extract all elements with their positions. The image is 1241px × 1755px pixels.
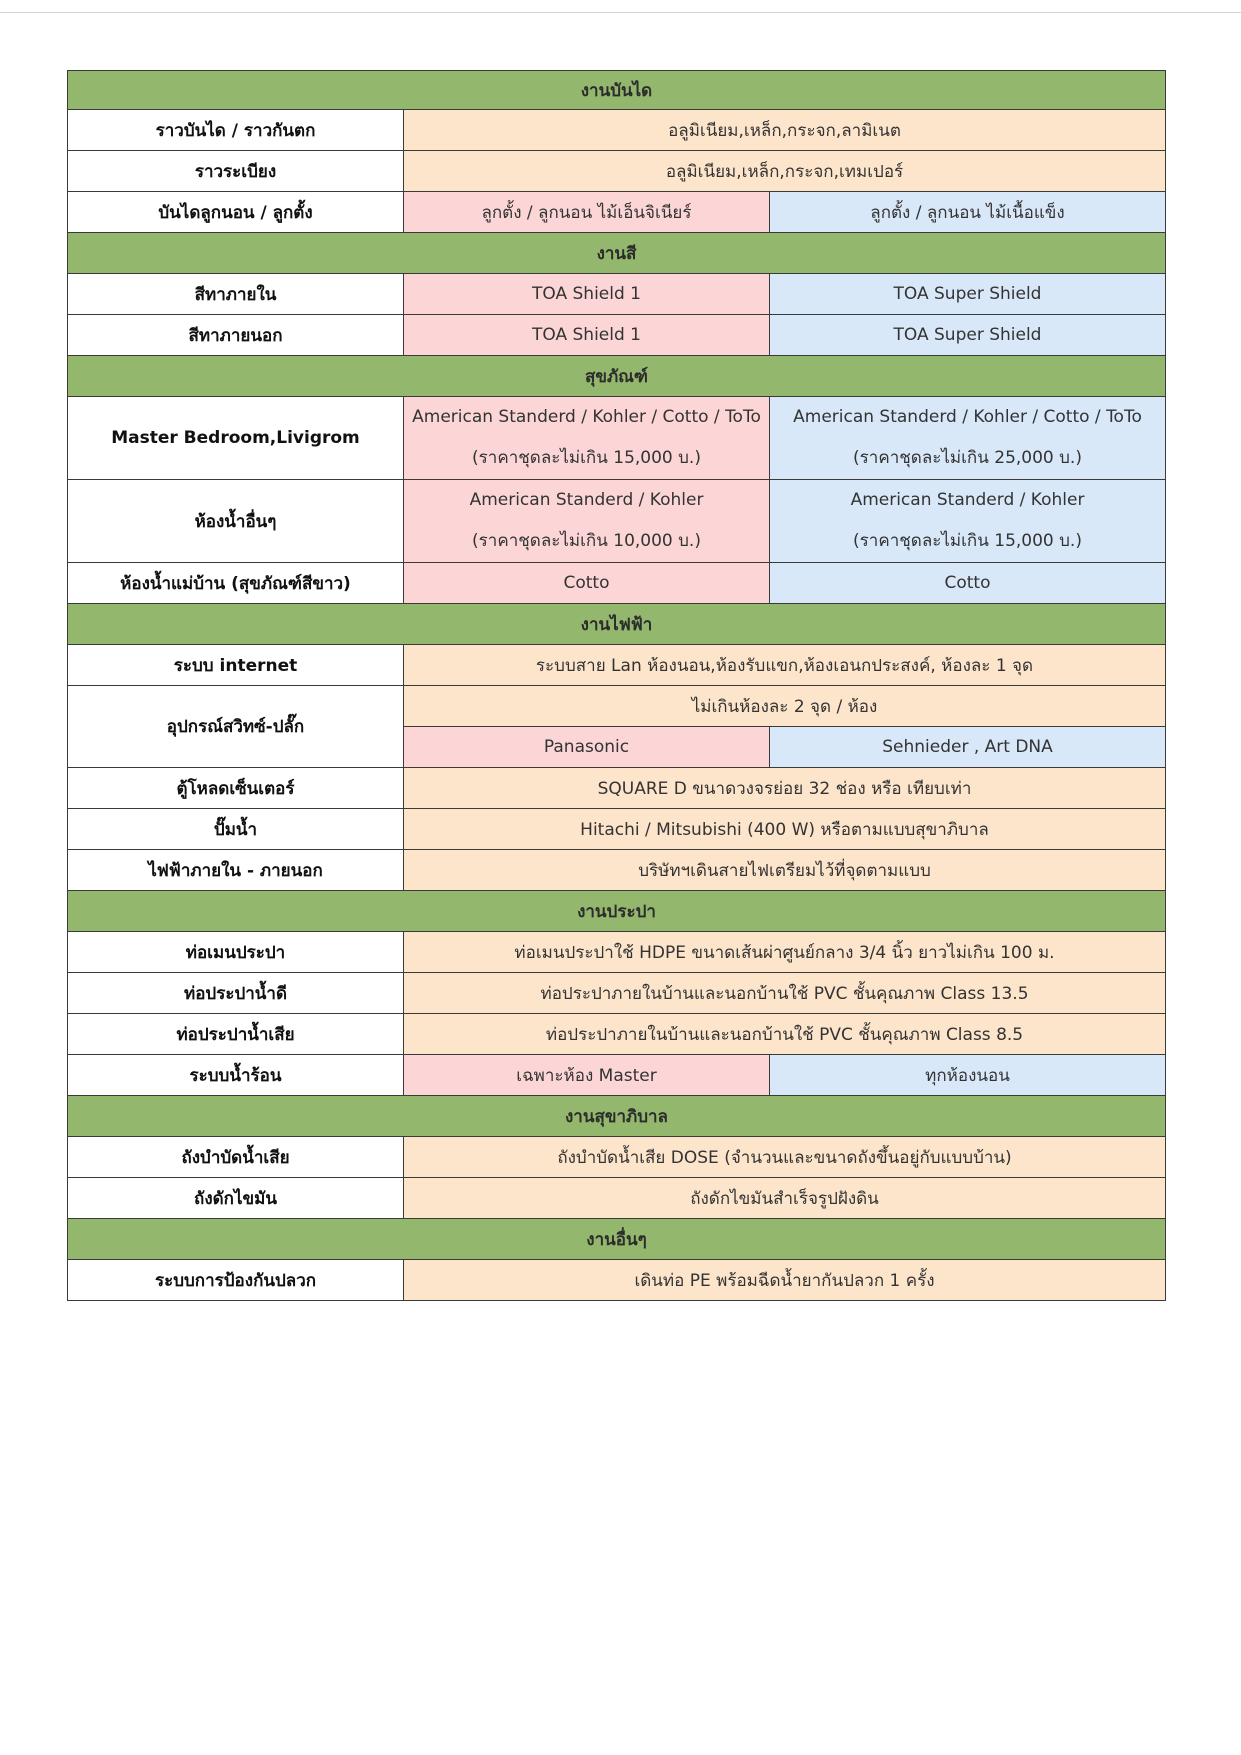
spec-option-b: ทุกห้องนอน <box>770 1055 1166 1096</box>
section-title: งานบันได <box>68 71 1166 110</box>
spec-value: ถังดักไขมันสำเร็จรูปฝังดิน <box>404 1178 1166 1219</box>
section-header-row <box>68 71 1166 110</box>
table-row <box>68 768 1166 809</box>
spec-option-a <box>404 397 770 480</box>
table-row <box>68 850 1166 891</box>
row-label: ท่อเมนประปา <box>68 932 404 973</box>
table-row <box>68 110 1166 151</box>
table-row <box>68 397 1166 480</box>
table-row <box>68 1137 1166 1178</box>
table-row <box>68 1260 1166 1301</box>
row-label: อุปกรณ์สวิทซ์-ปลั๊ก <box>68 686 404 768</box>
spec-value: ระบบสาย Lan ห้องนอน,ห้องรับแขก,ห้องเอนกประสงค์, ห้องละ 1 จุด <box>404 645 1166 686</box>
spec-option-a: Panasonic <box>404 727 770 768</box>
spec-value: ท่อประปาภายในบ้านและนอกบ้านใช้ PVC ชั้นคุณภาพ Class 13.5 <box>404 973 1166 1014</box>
spec-option-b <box>770 480 1166 563</box>
spec-option-a: TOA Shield 1 <box>404 274 770 315</box>
brand-list: American Standerd / Kohler / Cotto / ToTo <box>412 407 761 427</box>
table-row <box>68 1014 1166 1055</box>
section-header-row <box>68 891 1166 932</box>
row-label: ระบบ internet <box>68 645 404 686</box>
spec-option-a: เฉพาะห้อง Master <box>404 1055 770 1096</box>
section-title: สุขภัณฑ์ <box>68 356 1166 397</box>
row-label: ห้องน้ำอื่นๆ <box>68 480 404 563</box>
section-title: งานไฟฟ้า <box>68 604 1166 645</box>
row-label: ไฟฟ้าภายใน - ภายนอก <box>68 850 404 891</box>
section-header-row <box>68 1219 1166 1260</box>
table-row <box>68 274 1166 315</box>
spec-value: ท่อเมนประปาใช้ HDPE ขนาดเส้นผ่าศูนย์กลาง 3/4 นิ้ว ยาวไม่เกิน 100 ม. <box>404 932 1166 973</box>
section-title: งานอื่นๆ <box>68 1219 1166 1260</box>
price-limit: (ราคาชุดละไม่เกิน 15,000 บ.) <box>853 531 1082 551</box>
price-limit: (ราคาชุดละไม่เกิน 25,000 บ.) <box>853 448 1082 468</box>
row-label: ห้องน้ำแม่บ้าน (สุขภัณฑ์สีขาว) <box>68 563 404 604</box>
spec-option-b: TOA Super Shield <box>770 274 1166 315</box>
table-row <box>68 192 1166 233</box>
table-row <box>68 645 1166 686</box>
spec-option-a: ลูกตั้ง / ลูกนอน ไม้เอ็นจิเนียร์ <box>404 192 770 233</box>
row-label: ถังบำบัดน้ำเสีย <box>68 1137 404 1178</box>
price-limit: (ราคาชุดละไม่เกิน 15,000 บ.) <box>472 448 701 468</box>
spec-option-b: TOA Super Shield <box>770 315 1166 356</box>
row-label: สีทาภายนอก <box>68 315 404 356</box>
brand-list: American Standerd / Kohler / Cotto / ToTo <box>793 407 1142 427</box>
row-label: ระบบการป้องกันปลวก <box>68 1260 404 1301</box>
row-label: ราวระเบียง <box>68 151 404 192</box>
spec-option-a: TOA Shield 1 <box>404 315 770 356</box>
row-label: ระบบน้ำร้อน <box>68 1055 404 1096</box>
table-row <box>68 315 1166 356</box>
row-label: สีทาภายใน <box>68 274 404 315</box>
table-row <box>68 809 1166 850</box>
brand-list: American Standerd / Kohler <box>469 490 704 510</box>
spec-value: ไม่เกินห้องละ 2 จุด / ห้อง <box>404 686 1166 727</box>
row-label: ท่อประปาน้ำเสีย <box>68 1014 404 1055</box>
table-row <box>68 151 1166 192</box>
table-row <box>68 973 1166 1014</box>
table-row <box>68 932 1166 973</box>
table-row <box>68 480 1166 563</box>
table-row <box>68 563 1166 604</box>
specification-table <box>67 70 1166 1301</box>
row-label: ถังดักไขมัน <box>68 1178 404 1219</box>
section-header-row <box>68 356 1166 397</box>
spec-option-b: ลูกตั้ง / ลูกนอน ไม้เนื้อแข็ง <box>770 192 1166 233</box>
section-header-row <box>68 604 1166 645</box>
table-row <box>68 1055 1166 1096</box>
row-label: ท่อประปาน้ำดี <box>68 973 404 1014</box>
row-label: ปั๊มน้ำ <box>68 809 404 850</box>
table-row <box>68 686 1166 727</box>
spec-value: ท่อประปาภายในบ้านและนอกบ้านใช้ PVC ชั้นคุณภาพ Class 8.5 <box>404 1014 1166 1055</box>
spec-value: เดินท่อ PE พร้อมฉีดน้ำยากันปลวก 1 ครั้ง <box>404 1260 1166 1301</box>
section-title: งานประปา <box>68 891 1166 932</box>
section-title: งานสี <box>68 233 1166 274</box>
row-label: ตู้โหลดเซ็นเตอร์ <box>68 768 404 809</box>
spec-option-b: Cotto <box>770 563 1166 604</box>
brand-list: American Standerd / Kohler <box>850 490 1085 510</box>
section-header-row <box>68 1096 1166 1137</box>
scan-edge-line <box>0 12 1241 13</box>
table-row <box>68 1178 1166 1219</box>
section-header-row <box>68 233 1166 274</box>
spec-value: SQUARE D ขนาดวงจรย่อย 32 ช่อง หรือ เทียบเท่า <box>404 768 1166 809</box>
spec-value: ถังบำบัดน้ำเสีย DOSE (จำนวนและขนาดถังขึ้นอยู่กับแบบบ้าน) <box>404 1137 1166 1178</box>
section-title: งานสุขาภิบาล <box>68 1096 1166 1137</box>
spec-option-a: Cotto <box>404 563 770 604</box>
spec-option-a <box>404 480 770 563</box>
spec-value: อลูมิเนียม,เหล็ก,กระจก,เทมเปอร์ <box>404 151 1166 192</box>
spec-value: อลูมิเนียม,เหล็ก,กระจก,ลามิเนต <box>404 110 1166 151</box>
row-label: บันไดลูกนอน / ลูกตั้ง <box>68 192 404 233</box>
spec-value: บริษัทฯเดินสายไฟเตรียมไว้ที่จุดตามแบบ <box>404 850 1166 891</box>
price-limit: (ราคาชุดละไม่เกิน 10,000 บ.) <box>472 531 701 551</box>
spec-option-b <box>770 397 1166 480</box>
spec-value: Hitachi / Mitsubishi (400 W) หรือตามแบบสุขาภิบาล <box>404 809 1166 850</box>
row-label: ราวบันได / ราวกันตก <box>68 110 404 151</box>
row-label: Master Bedroom,Livigrom <box>68 397 404 480</box>
spec-option-b: Sehnieder , Art DNA <box>770 727 1166 768</box>
